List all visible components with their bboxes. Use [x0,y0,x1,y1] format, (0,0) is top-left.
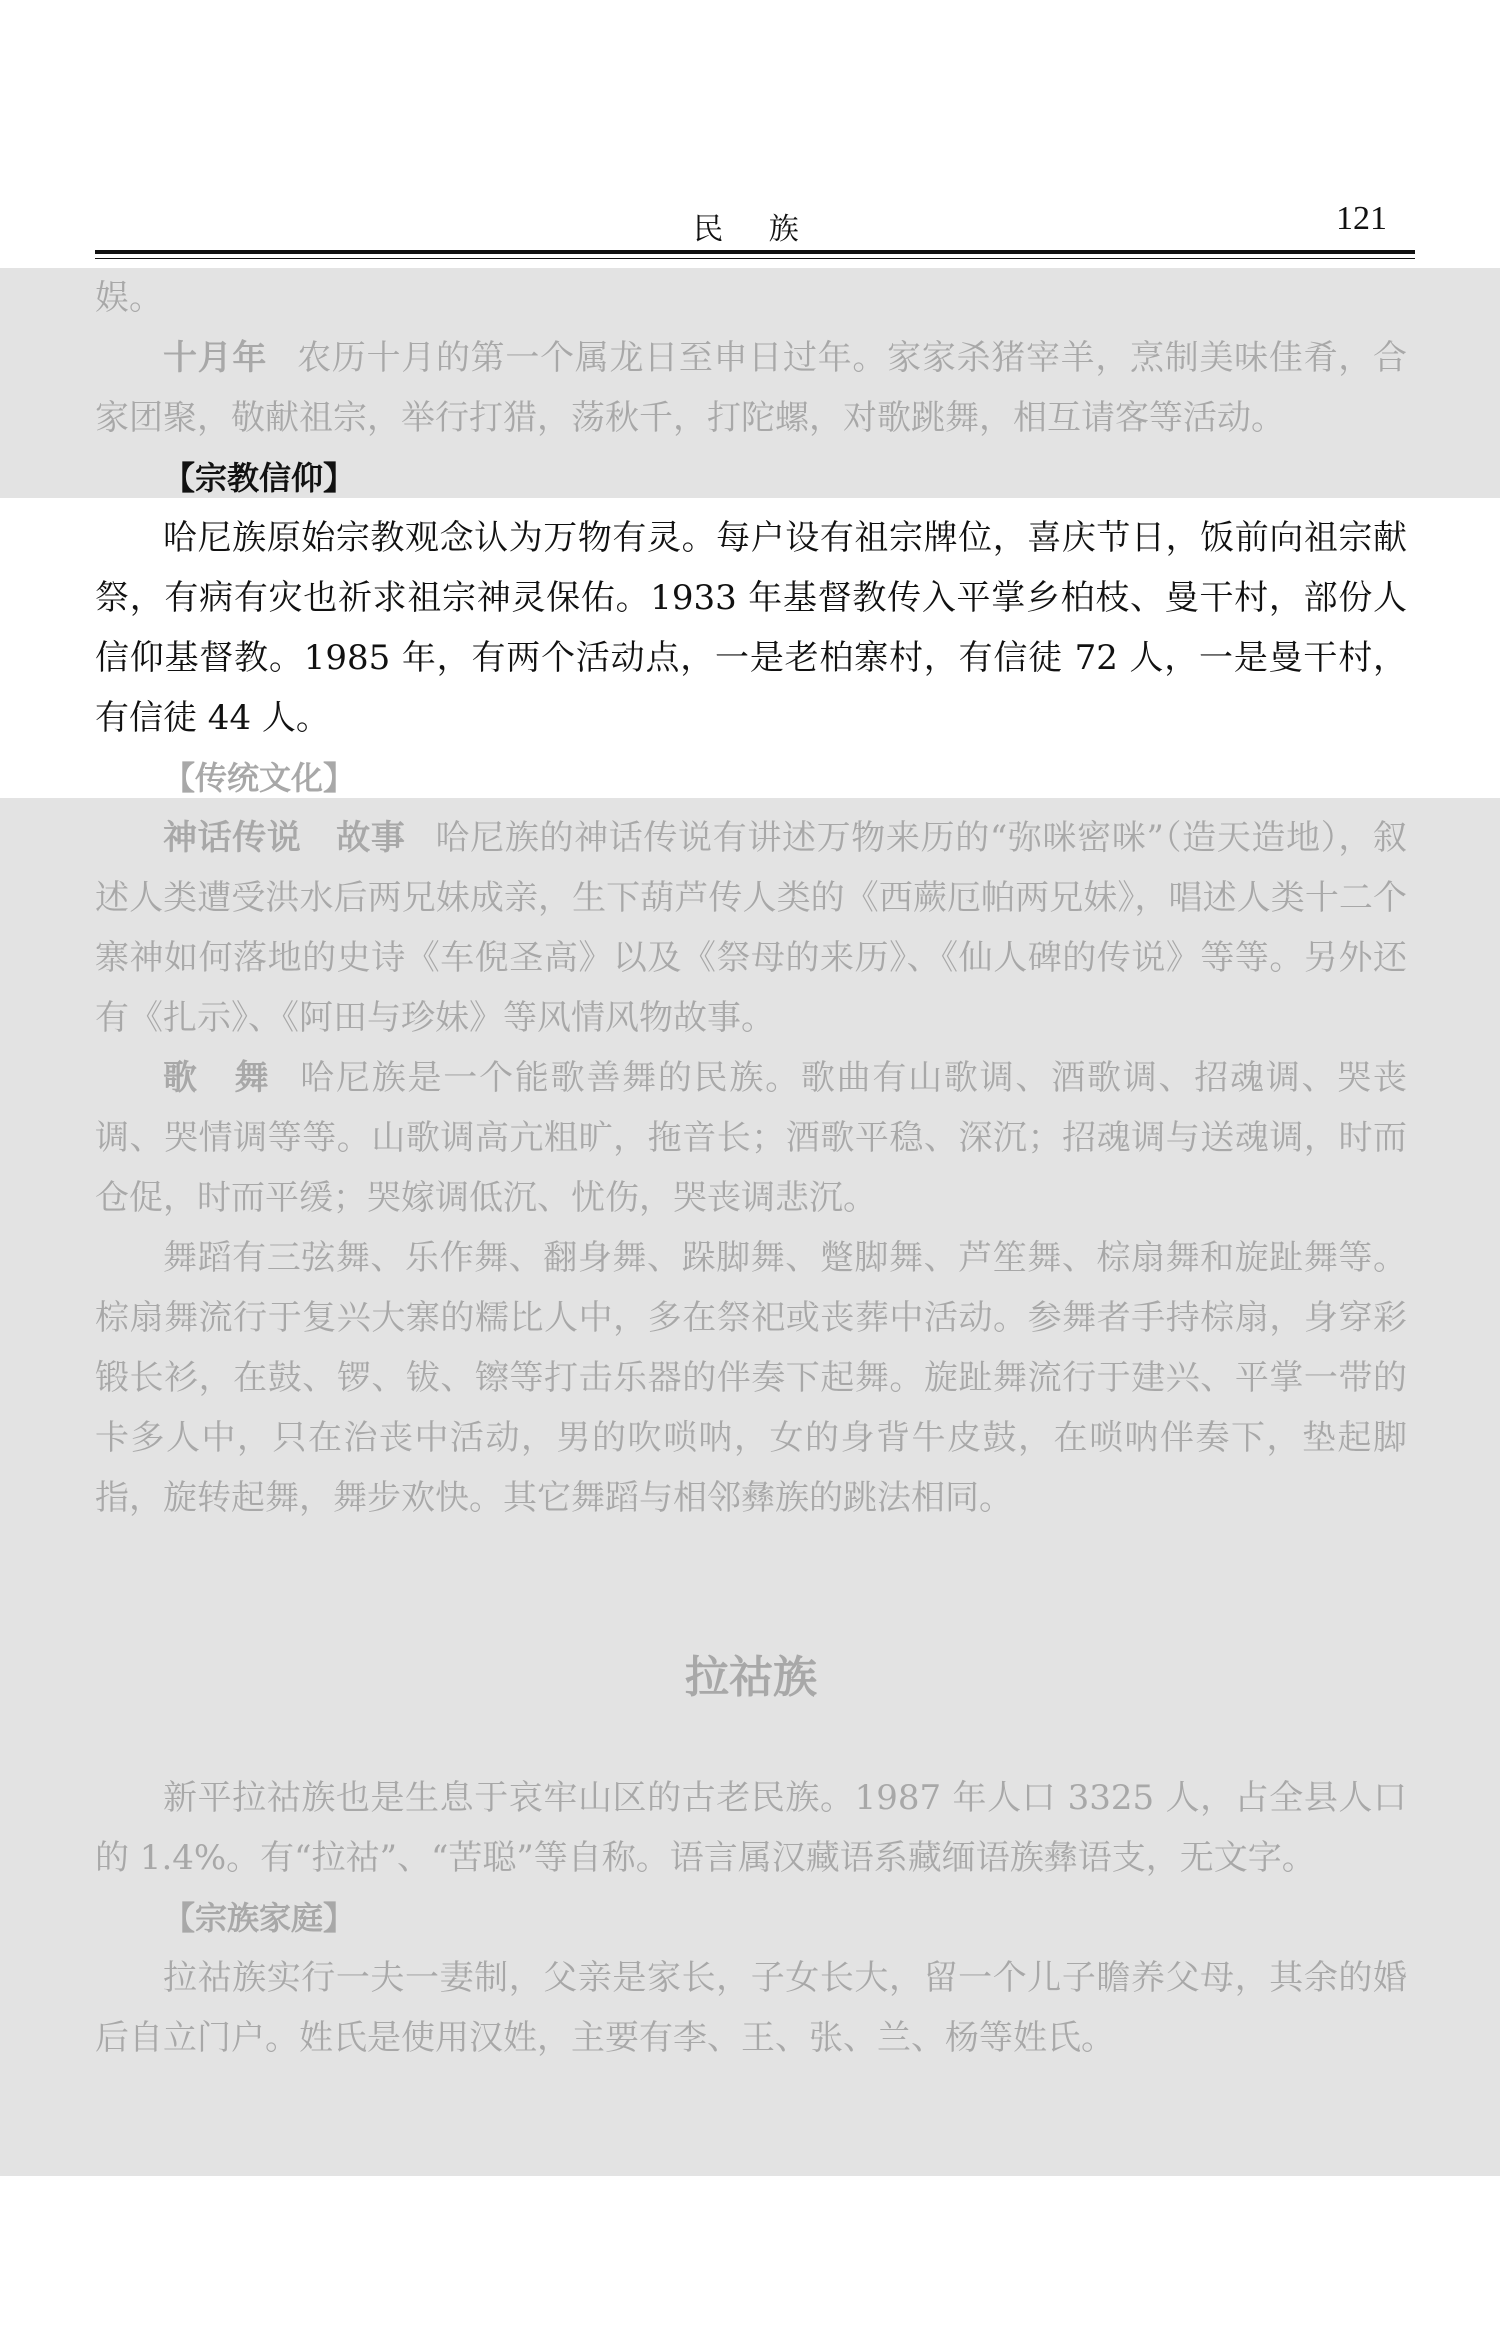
page-number: 121 [1336,200,1387,237]
paragraph-text: 哈尼族的神话传说有讲述万物来历的“弥咪密咪”（造天造地），叙述人类遭受洪水后两兄妹成亲，生下葫芦传人类的《西蕨厄帕两兄妹》，唱述人类十二个寨神如何落地的史诗《车倪圣高》以及《祭母的来历》、《仙人碑的传说》等等。另外还有《扎示》、《阿田与珍妹》等风情风物故事。 [95,818,1408,1038]
header-rule-thick [95,250,1415,254]
paragraph: 新平拉祜族也是生息于哀牢山区的古老民族。1987 年人口 3325 人，占全县人口的 1.4%。有“拉祜”、“苦聪”等自称。语言属汉藏语系藏缅语族彝语支，无文字。 [95,1778,1407,1878]
paragraph [95,328,1407,448]
term: 十月年 [163,338,268,378]
paragraph: 哈尼族原始宗教观念认为万物有灵。每户设有祖宗牌位，喜庆节日，饭前向祖宗献祭，有病有灾也祈求祖宗神灵保佑。1933 年基督教传入平掌乡柏枝、曼干村，部份人信仰基督教。1985 年，有两个活动点，一是老柏寨村，有信徒 72 人，一是曼干村，有信徒 44 人。 [95,518,1407,738]
term: 神话传说 故事 [163,818,406,858]
section-heading: 【宗族家庭】 [163,1899,356,1937]
section-heading: 【传统文化】 [163,759,356,797]
running-title: 民 族 [693,212,817,247]
ethnic-group-title: 拉祜族 [685,1652,817,1703]
paragraph-text: 哈尼族是一个能歌善舞的民族。歌曲有山歌调、酒歌调、招魂调、哭丧调、哭情调等等。山歌调高亢粗旷，拖音长；酒歌平稳、深沉；招魂调与送魂调，时而仓促，时而平缓；哭嫁调低沉、忧伤，哭丧调悲沉。 [95,1058,1408,1218]
page-header [95,190,1415,250]
paragraph: 舞蹈有三弦舞、乐作舞、翻身舞、跺脚舞、蹩脚舞、芦笙舞、棕扇舞和旋趾舞等。棕扇舞流行于复兴大寨的糯比人中，多在祭祀或丧葬中活动。参舞者手持棕扇，身穿彩锻长衫，在鼓、锣、钹、镲等打击乐器的伴奏下起舞。旋趾舞流行于建兴、平掌一带的卡多人中，只在治丧中活动，男的吹唢呐，女的身背牛皮鼓，在唢呐伴奏下，垫起脚指，旋转起舞，舞步欢快。其它舞蹈与相邻彝族的跳法相同。 [95,1238,1407,1518]
term: 歌 舞 [163,1058,271,1098]
paragraph [95,1048,1407,1228]
section-heading: 【宗教信仰】 [163,459,356,497]
paragraph [95,808,1407,1048]
page-body [95,268,1407,2068]
paragraph: 娱。 [95,278,163,318]
header-rule-thin [95,258,1415,259]
paragraph: 拉祜族实行一夫一妻制，父亲是家长，子女长大，留一个儿子瞻养父母，其余的婚后自立门户。姓氏是使用汉姓，主要有李、王、张、兰、杨等姓氏。 [95,1958,1407,2058]
paragraph-text: 农历十月的第一个属龙日至申日过年。家家杀猪宰羊，烹制美味佳肴，合家团聚，敬献祖宗，举行打猎，荡秋千，打陀螺，对歌跳舞，相互请客等活动。 [95,338,1408,438]
